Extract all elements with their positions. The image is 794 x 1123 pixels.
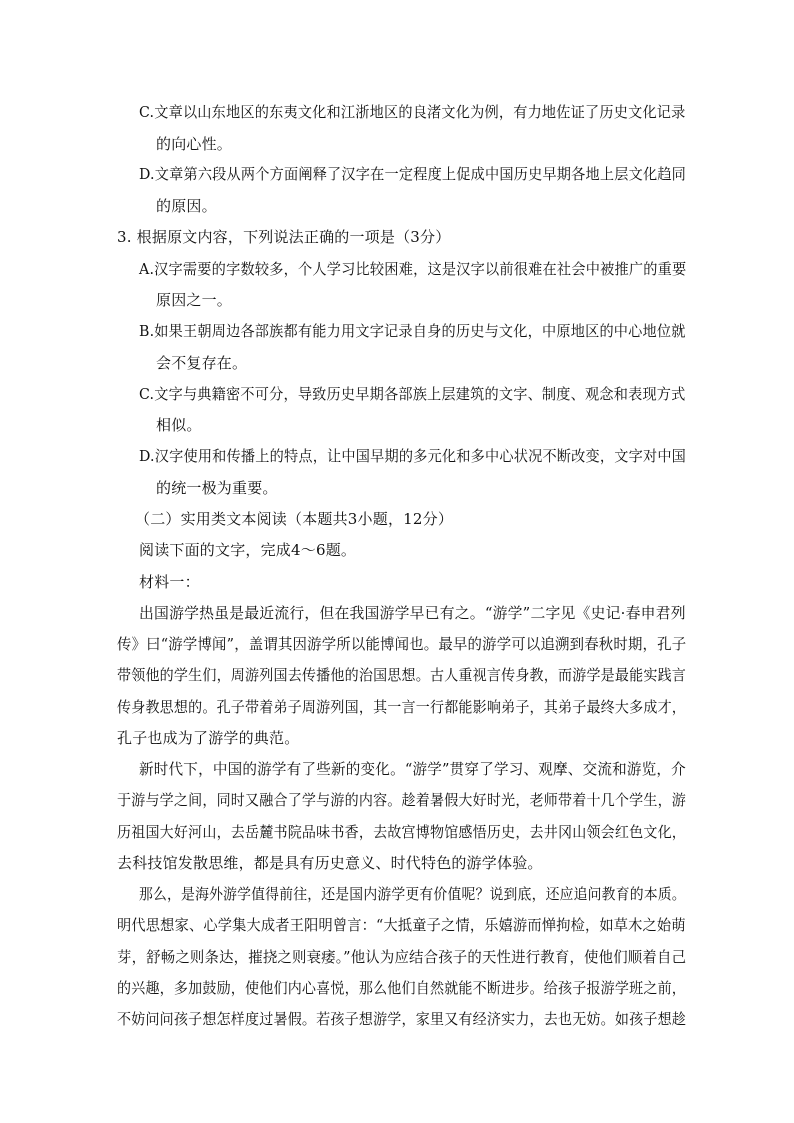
para2-line: 于游与学之间，同时又融合了学与游的内容。趁着暑假大好时光，老师带着十几个学生，游 — [117, 791, 687, 809]
para2-line: 历祖国大好河山，去岳麓书院品味书香，去故宫博物馆感悟历史，去井冈山领会红色文化， — [117, 823, 687, 841]
material-label: 材料一： — [139, 573, 200, 591]
para3-line: 不妨问问孩子想怎样度过暑假。若孩子想游学，家里又有经济实力，去也无妨。如孩子想趁 — [117, 1010, 687, 1028]
q3-option-d-line1: D.汉字使用和传播上的特点，让中国早期的多元化和多中心状况不断改变，文字对中国 — [139, 447, 687, 465]
q2-option-c-line1: C.文章以山东地区的东夷文化和江浙地区的良渚文化为例，有力地佐证了历史文化记录 — [139, 103, 686, 121]
q3-option-d-line2: 的统一极为重要。 — [156, 479, 278, 497]
q2-option-d-line2: 的原因。 — [156, 197, 217, 215]
q3-option-b-line2: 会不复存在。 — [156, 354, 248, 372]
q3-option-b-line1: B.如果王朝周边各部族都有能力用文字记录自身的历史与文化，中原地区的中心地位就 — [139, 322, 686, 340]
para2-line: 新时代下，中国的游学有了些新的变化。“游学”贯穿了学习、观摩、交流和游览，介 — [139, 760, 686, 778]
q3-option-c-line1: C.文字与典籍密不可分，导致历史早期各部族上层建筑的文字、制度、观念和表现方式 — [139, 385, 686, 403]
para1-line: 孔子也成为了游学的典范。 — [117, 729, 300, 747]
q3-option-a-line1: A.汉字需要的字数较多，个人学习比较困难，这是汉字以前很难在社会中被推广的重要 — [139, 260, 687, 278]
instruction: 阅读下面的文字，完成4～6题。 — [139, 541, 357, 559]
para1-line: 带领他的学生们，周游列国去传播他的治国思想。古人重视言传身教，而游学是最能实践言 — [117, 666, 687, 684]
q2-option-c-line2: 的向心性。 — [156, 135, 233, 153]
para3-line: 的兴趣，多加鼓励，使他们内心喜悦，那么他们自然就能不断进步。给孩子报游学班之前， — [117, 979, 687, 997]
para3-line: 明代思想家、心学集大成者王阳明曾言：“大抵童子之情，乐嬉游而惮拘检，如草木之始萌 — [117, 916, 686, 934]
q2-option-d-line1: D.文章第六段从两个方面阐释了汉字在一定程度上促成中国历史早期各地上层文化趋同 — [139, 165, 687, 183]
para3-line: 那么，是海外游学值得前往，还是国内游学更有价值呢？说到底，还应追问教育的本质。 — [139, 885, 686, 903]
para2-line: 去科技馆发散思维，都是具有历史意义、时代特色的游学体验。 — [117, 854, 543, 872]
q3-stem: 3. 根据原文内容，下列说法正确的一项是（3分） — [117, 228, 451, 246]
q3-option-a-line2: 原因之一。 — [156, 291, 233, 309]
para3-line: 芽，舒畅之则条达，摧挠之则衰痿。”他认为应结合孩子的天性进行教育，使他们顺着自己 — [117, 948, 687, 966]
q3-option-c-line2: 相似。 — [156, 416, 202, 434]
section-heading: （二）实用类文本阅读（本题共3小题，12分） — [135, 510, 454, 528]
para1-line: 传身教思想的。孔子带着弟子周游列国，其一言一行都能影响弟子，其弟子最终大多成才， — [117, 698, 687, 716]
para1-line: 传》曰“游学博闻”，盖谓其因游学所以能博闻也。最早的游学可以追溯到春秋时期，孔子 — [117, 635, 687, 653]
para1-line: 出国游学热虽是最近流行，但在我国游学早已有之。“游学”二字见《史记·春申君列 — [139, 604, 686, 622]
